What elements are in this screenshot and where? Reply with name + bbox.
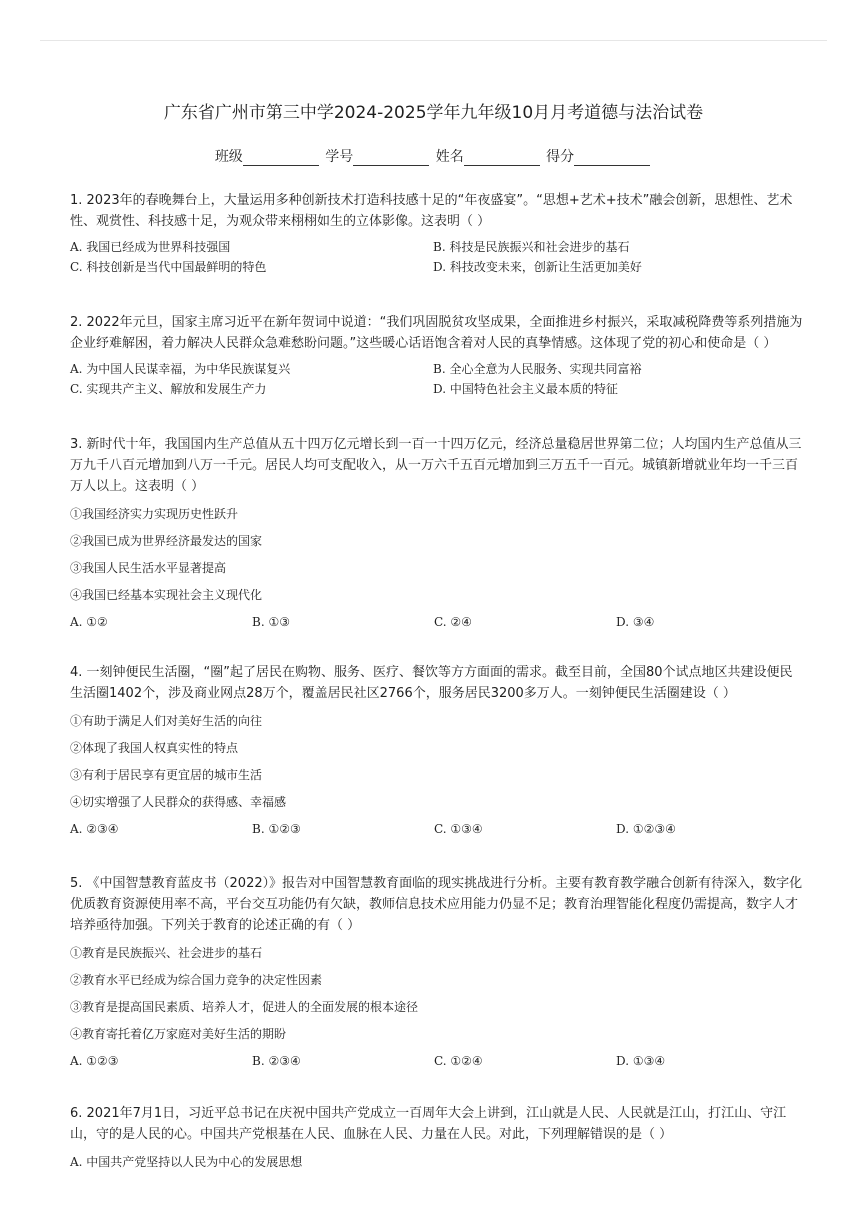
option-d[interactable]: D. ③④	[616, 615, 655, 629]
id-label: 学号	[325, 149, 354, 165]
question-1	[70, 190, 805, 277]
options	[70, 820, 805, 839]
statement-1: ①教育是民族振兴、社会进步的基石	[70, 946, 263, 960]
option-d[interactable]: D. ①②③④	[616, 822, 676, 836]
option-c[interactable]: C. ①②④	[434, 1054, 483, 1068]
option-b[interactable]: B. 全心全意为人民服务、实现共同富裕	[433, 362, 642, 376]
statement-3: ③有利于居民享有更宜居的城市生活	[70, 768, 263, 782]
question-stem: 5. 《中国智慧教育蓝皮书（2022）》报告对中国智慧教育面临的现实挑战进行分析。主要有教育教学融合创新有待深入，数字化优质教育资源使用率不高，平台交互功能仍有欠缺，教师信息技术应用能力仍显不足；教育治理智能化程度仍需提高，数字人才培养亟待加强。下列关于教育的论述正确的有（ ）	[70, 876, 803, 933]
top-rule	[40, 40, 827, 41]
statement-2: ②体现了我国人权真实性的特点	[70, 741, 239, 755]
question-stem: 1. 2023年的春晚舞台上，大量运用多种创新技术打造科技感十足的“年夜盛宴”。“思想+艺术+技术”融会创新，思想性、艺术性、观赏性、科技感十足，为观众带来栩栩如生的立体影像。这表明（ ）	[70, 193, 793, 229]
question-4	[70, 662, 805, 839]
question-stem: 3. 新时代十年，我国国内生产总值从五十四万亿元增长到一百一十四万亿元，经济总量稳居世界第二位；人均国内生产总值从三万九千八百元增加到八万一千元。居民人均可支配收入，从一万六千五百元增加到三万五千一百元。城镇新增就业年均一千三百万人以上。这表明（ ）	[70, 437, 802, 494]
option-c[interactable]: C. 实现共产主义、解放和发展生产力	[70, 382, 267, 396]
option-a[interactable]: A. 为中国人民谋幸福，为中华民族谋复兴	[70, 362, 291, 376]
options	[70, 360, 805, 399]
score-blank[interactable]	[574, 151, 650, 166]
class-label: 班级	[214, 149, 243, 165]
option-c[interactable]: C. ②④	[434, 615, 472, 629]
statement-2: ②我国已成为世界经济最发达的国家	[70, 534, 263, 548]
class-blank[interactable]	[243, 151, 319, 166]
question-3	[70, 434, 805, 632]
option-b[interactable]: B. ①③	[252, 615, 290, 629]
options	[70, 238, 805, 277]
option-a[interactable]: A. ①②	[70, 615, 108, 629]
option-d[interactable]: D. 科技改变未来，创新让生活更加美好	[433, 260, 642, 274]
question-2	[70, 312, 805, 399]
student-info-line	[0, 146, 867, 166]
options	[70, 613, 805, 632]
option-d[interactable]: D. 中国特色社会主义最本质的特征	[433, 382, 618, 396]
id-blank[interactable]	[353, 151, 429, 166]
option-a[interactable]: A. 中国共产党坚持以人民为中心的发展思想	[70, 1155, 303, 1169]
statement-3: ③教育是提高国民素质、培养人才，促进人的全面发展的根本途径	[70, 1000, 419, 1014]
option-a[interactable]: A. 我国已经成为世界科技强国	[70, 240, 231, 254]
question-stem: 2. 2022年元旦，国家主席习近平在新年贺词中说道：“我们巩固脱贫攻坚成果，全面推进乡村振兴，采取减税降费等系列措施为企业纾难解困，着力解决人民群众急难愁盼问题。”这些暖心话语饱含着对人民的真挚情感。这体现了党的初心和使命是（ ）	[70, 315, 803, 351]
option-b[interactable]: B. ②③④	[252, 1054, 301, 1068]
statement-4: ④切实增强了人民群众的获得感、幸福感	[70, 795, 287, 809]
statement-1: ①我国经济实力实现历史性跃升	[70, 507, 239, 521]
score-label: 得分	[546, 149, 575, 165]
options	[70, 1052, 805, 1071]
question-5	[70, 873, 805, 1071]
statement-4: ④我国已经基本实现社会主义现代化	[70, 588, 263, 602]
option-c[interactable]: C. ①③④	[434, 822, 483, 836]
question-stem: 6. 2021年7月1日，习近平总书记在庆祝中国共产党成立一百周年大会上讲到，江山就是人民、人民就是江山，打江山、守江山，守的是人民的心。中国共产党根基在人民、血脉在人民、力量在人民。对此，下列理解错误的是（ ）	[70, 1106, 787, 1142]
option-b[interactable]: B. 科技是民族振兴和社会进步的基石	[433, 240, 630, 254]
name-label: 姓名	[435, 149, 464, 165]
page-title: 广东省广州市第三中学2024-2025学年九年级10月月考道德与法治试卷	[163, 103, 704, 123]
option-a[interactable]: A. ①②③	[70, 1054, 119, 1068]
question-stem: 4. 一刻钟便民生活圈，“圈”起了居民在购物、服务、医疗、餐饮等方方面面的需求。截至目前，全国80个试点地区共建设便民生活圈1402个，涉及商业网点28万个，覆盖居民社区2766个，服务居民3200多万人。一刻钟便民生活圈建设（ ）	[70, 665, 793, 701]
option-c[interactable]: C. 科技创新是当代中国最鲜明的特色	[70, 260, 267, 274]
statement-2: ②教育水平已经成为综合国力竞争的决定性因素	[70, 973, 323, 987]
option-a[interactable]: A. ②③④	[70, 822, 119, 836]
option-b[interactable]: B. ①②③	[252, 822, 301, 836]
name-blank[interactable]	[464, 151, 540, 166]
statement-3: ③我国人民生活水平显著提高	[70, 561, 227, 575]
question-6	[70, 1103, 805, 1172]
statement-1: ①有助于满足人们对美好生活的向往	[70, 714, 263, 728]
statement-4: ④教育寄托着亿万家庭对美好生活的期盼	[70, 1027, 287, 1041]
option-d[interactable]: D. ①③④	[616, 1054, 666, 1068]
